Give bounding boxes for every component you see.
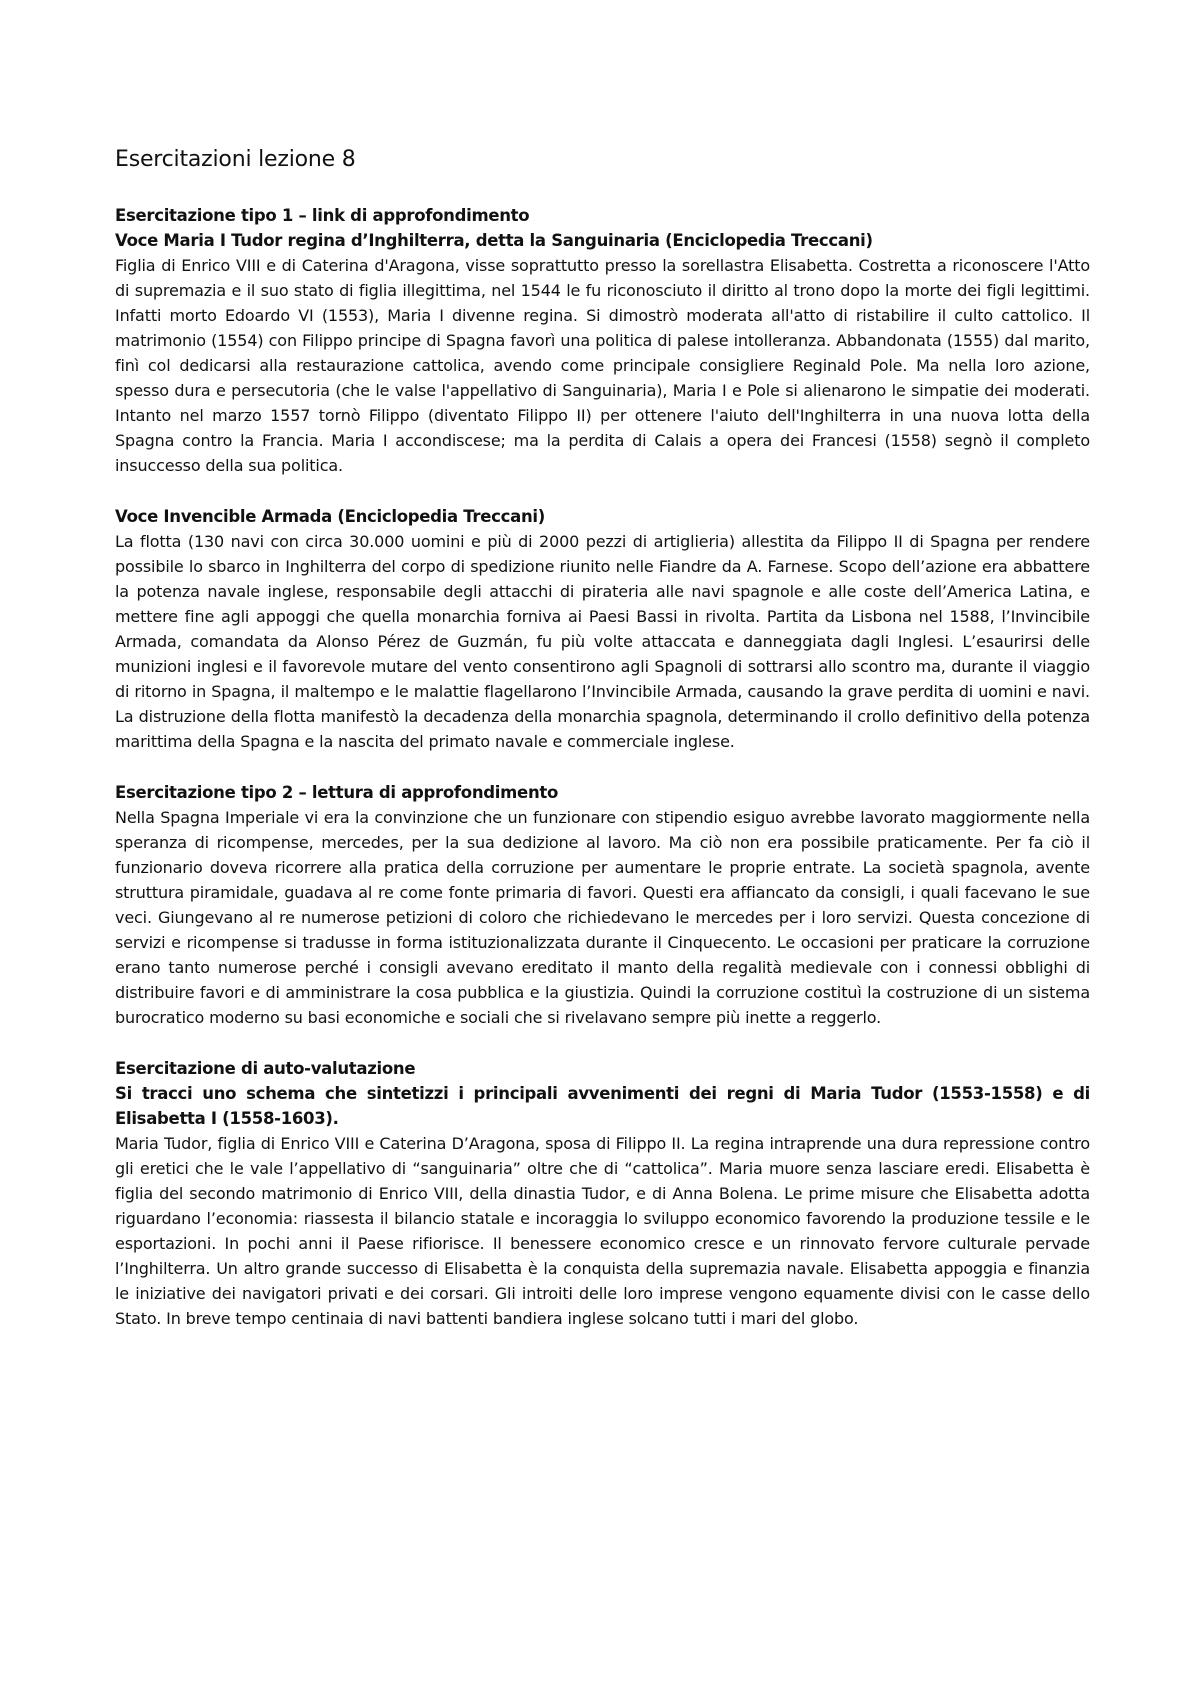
- section-mary-tudor: [115, 203, 1090, 478]
- section-body: Figlia di Enrico VIII e di Caterina d'Aragona, visse soprattutto presso la sorellastra Elisabetta. Costretta a riconoscere l'Atto di supremazia e il suo stato di figlia illegittima, nel 1544 le fu riconosciuto il diritto al trono dopo la morte dei figli legittimi. Infatti morto Edoardo VI (1553), Maria I divenne regina. Si dimostrò moderata all'atto di ristabilire il culto cattolico. Il matrimonio (1554) con Filippo principe di Spagna favorì una politica di palese intolleranza. Abbandonata (1555) dal marito, finì col dedicarsi alla restaurazione cattolica, avendo come principale consigliere Reginald Pole. Ma nella loro azione, spesso dura e persecutoria (che le valse l'appellativo di Sanguinaria), Maria I e Pole si alienarono le simpatie dei moderati. Intanto nel marzo 1557 tornò Filippo (diventato Filippo II) per ottenere l'aiuto dell'Inghilterra in una nuova lotta della Spagna contro la Francia. Maria I accondiscese; ma la perdita di Calais a opera dei Francesi (1558) segnò il completo insuccesso della sua politica.: [115, 256, 1090, 475]
- document-title: Esercitazioni lezione 8: [115, 147, 356, 172]
- section-heading: Esercitazione tipo 1 – link di approfondimento: [115, 206, 530, 225]
- section-heading: Esercitazione tipo 2 – lettura di approfondimento: [115, 783, 559, 802]
- section-subheading: Voce Invencible Armada (Enciclopedia Treccani): [115, 507, 545, 526]
- section-subheading: Voce Maria I Tudor regina d’Inghilterra, detta la Sanguinaria (Enciclopedia Treccani): [115, 231, 873, 250]
- section-reading: [115, 780, 1090, 1030]
- section-body: Maria Tudor, figlia di Enrico VIII e Caterina D’Aragona, sposa di Filippo II. La regina intraprende una dura repressione contro gli eretici che le vale l’appellativo di “sanguinaria” oltre che di “cattolica”. Maria muore senza lasciare eredi. Elisabetta è figlia del secondo matrimonio di Enrico VIII, della dinastia Tudor, e di Anna Bolena. Le prime misure che Elisabetta adotta riguardano l’economia: riassesta il bilancio statale e incoraggia lo sviluppo economico favorendo la produzione tessile e le esportazioni. In pochi anni il Paese rifiorisce. Il benessere economico cresce e un rinnovato fervore culturale pervade l’Inghilterra. Un altro grande successo di Elisabetta è la conquista della supremazia navale. Elisabetta appoggia e finanzia le iniziative dei navigatori privati e dei corsari. Gli introiti delle loro imprese vengono equamente divisi con le casse dello Stato. In breve tempo centinaia di navi battenti bandiera inglese solcano tutti i mari del globo.: [115, 1134, 1090, 1328]
- section-self-assessment: [115, 1056, 1090, 1331]
- section-invincible-armada: [115, 504, 1090, 754]
- section-body: Nella Spagna Imperiale vi era la convinzione che un funzionare con stipendio esiguo avrebbe lavorato maggiormente nella speranza di ricompense, mercedes, per la sua dedizione al lavoro. Ma ciò non era possibile praticamente. Per fa ciò il funzionario doveva ricorrere alla pratica della corruzione per aumentare le proprie entrate. La società spagnola, avente struttura piramidale, guadava al re come fonte primaria di favori. Questi era affiancato da consigli, i quali facevano le sue veci. Giungevano al re numerose petizioni di coloro che richiedevano le mercedes per i loro servizi. Questa concezione di servizi e ricompense si tradusse in forma istituzionalizzata durante il Cinquecento. Le occasioni per praticare la corruzione erano tanto numerose perché i consigli avevano ereditato il manto della regalità medievale con i connessi obblighi di distribuire favori e di amministrare la cosa pubblica e la giustizia. Quindi la corruzione costituì la costruzione di un sistema burocratico moderno su basi economiche e sociali che si rivelavano sempre più inette a reggerlo.: [115, 808, 1090, 1027]
- section-subheading: Si tracci uno schema che sintetizzi i principali avvenimenti dei regni di Maria Tudor (1553-1558) e di Elisabetta I (1558-1603).: [115, 1084, 1090, 1128]
- section-body: La flotta (130 navi con circa 30.000 uomini e più di 2000 pezzi di artiglieria) allestita da Filippo II di Spagna per rendere possibile lo sbarco in Inghilterra del corpo di spedizione riunito nelle Fiandre da A. Farnese. Scopo dell’azione era abbattere la potenza navale inglese, responsabile degli attacchi di pirateria alle navi spagnole e alle coste dell’America Latina, e mettere fine agli appoggi che quella monarchia forniva ai Paesi Bassi in rivolta. Partita da Lisbona nel 1588, l’Invincibile Armada, comandata da Alonso Pérez de Guzmán, fu più volte attaccata e danneggiata dagli Inglesi. L’esaurirsi delle munizioni inglesi e il favorevole mutare del vento consentirono agli Spagnoli di sottrarsi allo scontro ma, durante il viaggio di ritorno in Spagna, il maltempo e le malattie flagellarono l’Invincibile Armada, causando la grave perdita di uomini e navi. La distruzione della flotta manifestò la decadenza della monarchia spagnola, determinando il crollo definitivo della potenza marittima della Spagna e la nascita del primato navale e commerciale inglese.: [115, 532, 1090, 751]
- section-heading: Esercitazione di auto-valutazione: [115, 1059, 416, 1078]
